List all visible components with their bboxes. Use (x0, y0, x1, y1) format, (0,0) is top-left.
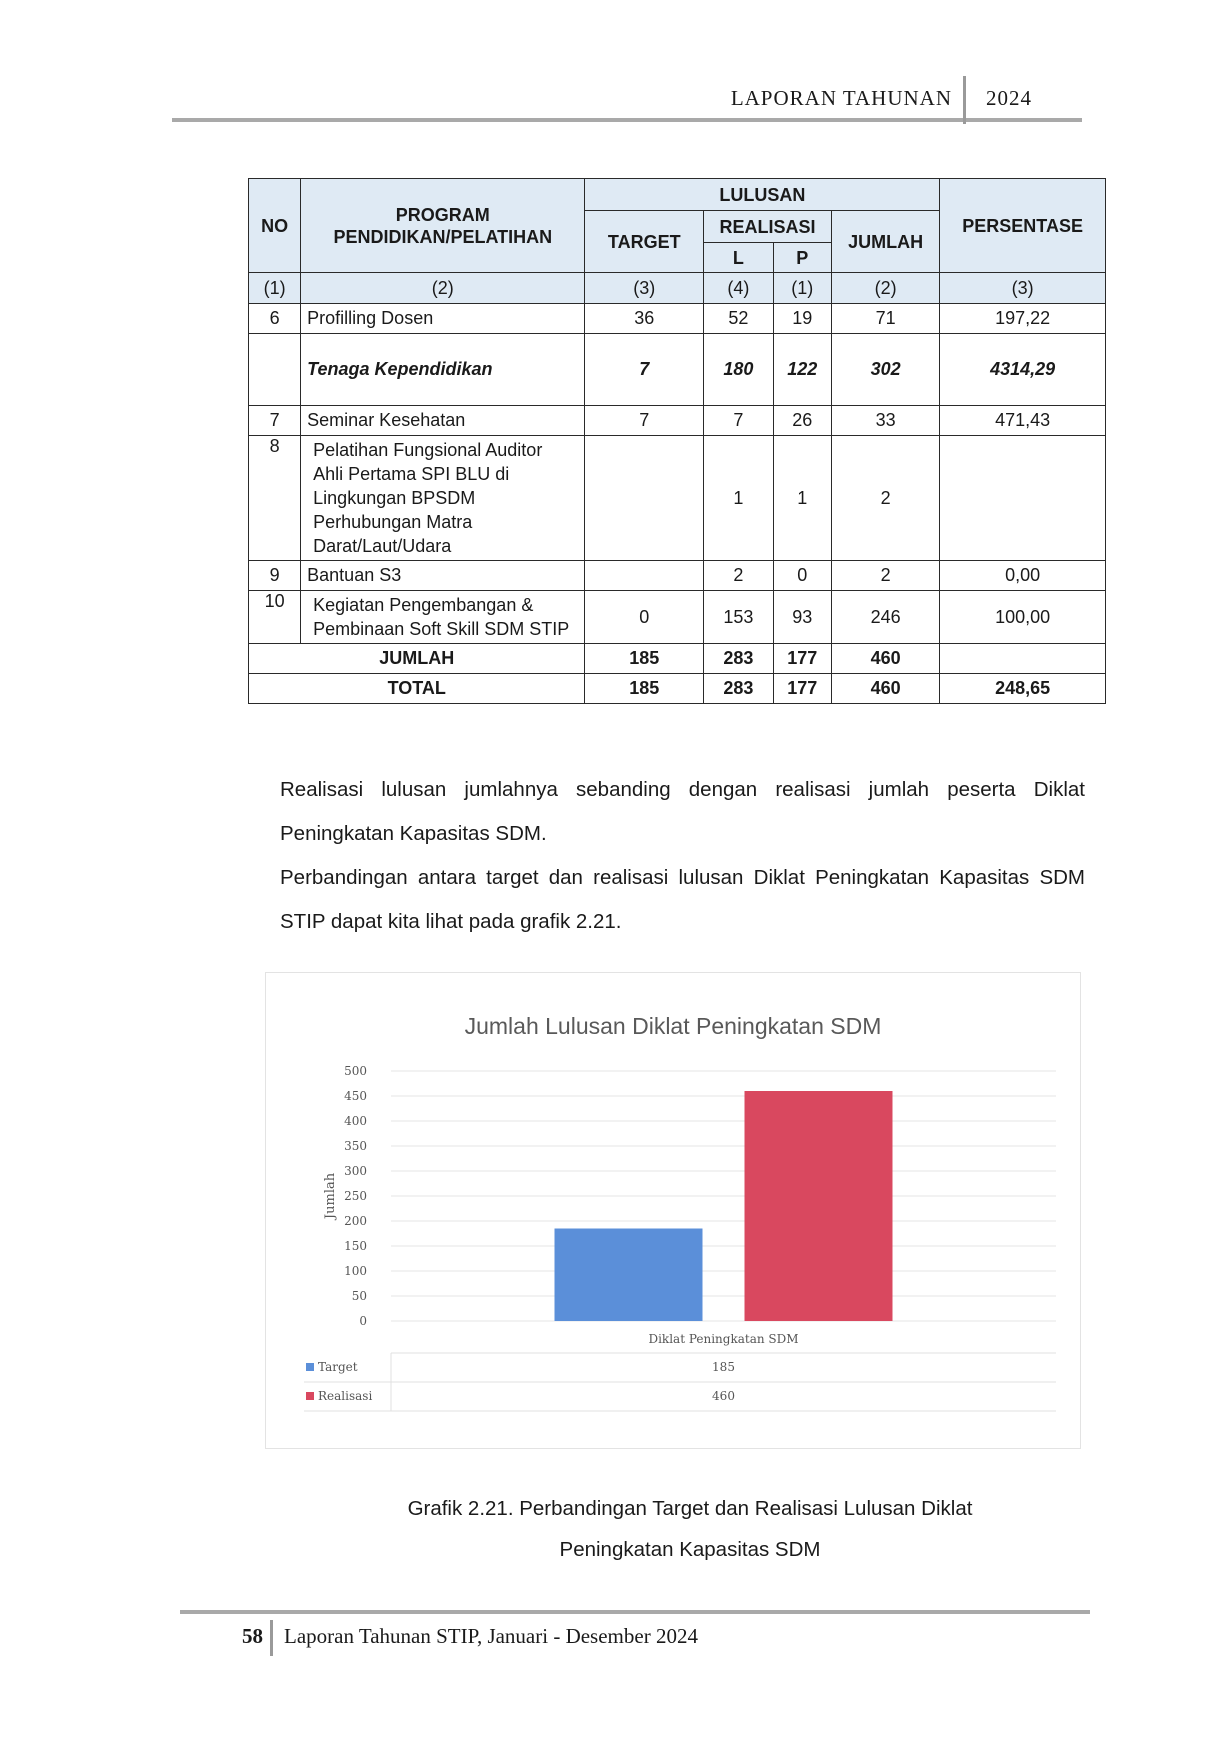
index-cell: (1) (249, 273, 301, 304)
index-cell: (2) (301, 273, 585, 304)
cell-p: 177 (773, 644, 831, 674)
header-divider (963, 76, 966, 124)
cell-p: 122 (773, 334, 831, 406)
col-lulusan: LULUSAN (585, 179, 940, 211)
bar-chart (266, 973, 1080, 1448)
cell-no: 7 (249, 406, 301, 436)
cell-jumlah: 460 (831, 674, 939, 704)
cell-p: 177 (773, 674, 831, 704)
jumlah-row (249, 644, 1106, 674)
cell-program: Bantuan S3 (301, 561, 585, 591)
total-label: TOTAL (249, 674, 585, 704)
col-program: PROGRAM PENDIDIKAN/PELATIHAN (301, 179, 585, 273)
index-cell: (3) (940, 273, 1106, 304)
cell-target: 7 (585, 334, 704, 406)
y-tick-label: 500 (344, 1064, 367, 1078)
bar-target (555, 1229, 703, 1322)
cell-persentase (940, 436, 1106, 561)
legend-swatch-target (306, 1363, 314, 1371)
cell-jumlah: 2 (831, 561, 939, 591)
index-cell: (1) (773, 273, 831, 304)
total-row (249, 674, 1106, 704)
cell-target: 0 (585, 591, 704, 644)
y-tick-label: 100 (344, 1264, 367, 1278)
cell-jumlah: 246 (831, 591, 939, 644)
index-cell: (4) (704, 273, 774, 304)
y-tick-label: 50 (351, 1289, 367, 1303)
cell-no: 9 (249, 561, 301, 591)
cell-persentase: 4314,29 (940, 334, 1106, 406)
footer-divider (270, 1620, 273, 1656)
jumlah-label: JUMLAH (249, 644, 585, 674)
table-row (249, 436, 1106, 561)
cell-l: 1 (704, 436, 774, 561)
table-row (249, 304, 1106, 334)
cell-no: 6 (249, 304, 301, 334)
col-persentase: PERSENTASE (940, 179, 1106, 273)
cell-persentase: 197,22 (940, 304, 1106, 334)
cell-l: 283 (704, 674, 774, 704)
index-cell: (3) (585, 273, 704, 304)
cell-p: 93 (773, 591, 831, 644)
legend-swatch-realisasi (306, 1392, 314, 1400)
cell-no: 10 (249, 591, 301, 644)
cell-no: 8 (249, 436, 301, 561)
col-no: NO (249, 179, 301, 273)
cell-target: 7 (585, 406, 704, 436)
col-l: L (704, 243, 774, 273)
y-tick-label: 300 (344, 1164, 367, 1178)
cell-jumlah: 71 (831, 304, 939, 334)
cell-persentase (940, 644, 1106, 674)
cell-program: Tenaga Kependidikan (301, 334, 585, 406)
cell-jumlah: 460 (831, 644, 939, 674)
data-table-value: 185 (712, 1360, 735, 1374)
footer-text: Laporan Tahunan STIP, Januari - Desember 2024 (284, 1624, 698, 1648)
cell-persentase: 471,43 (940, 406, 1106, 436)
cell-program: Kegiatan Pengembangan & Pembinaan Soft Skill SDM STIP (301, 591, 585, 644)
cell-no (249, 334, 301, 406)
cell-persentase: 0,00 (940, 561, 1106, 591)
report-title: LAPORAN TAHUNAN (730, 86, 952, 110)
y-tick-label: 200 (344, 1214, 367, 1228)
cell-p: 1 (773, 436, 831, 561)
report-year: 2024 (986, 86, 1032, 110)
cell-jumlah: 2 (831, 436, 939, 561)
y-tick-label: 150 (344, 1239, 367, 1253)
caption-line-1: Grafik 2.21. Perbandingan Target dan Realisasi Lulusan Diklat (407, 1497, 973, 1520)
y-tick-label: 450 (344, 1089, 367, 1103)
bar-realisasi (745, 1091, 893, 1321)
col-jumlah: JUMLAH (831, 211, 939, 273)
cell-l: 153 (704, 591, 774, 644)
y-tick-label: 0 (359, 1314, 367, 1328)
cell-program: Profilling Dosen (301, 304, 585, 334)
x-category-label: Diklat Peningkatan SDM (648, 1332, 799, 1346)
cell-l: 180 (704, 334, 774, 406)
table-row (249, 406, 1106, 436)
cell-p: 0 (773, 561, 831, 591)
legend-label-realisasi: Realisasi (318, 1389, 373, 1403)
cell-target (585, 561, 704, 591)
chart-container (265, 972, 1081, 1449)
cell-jumlah: 302 (831, 334, 939, 406)
page-footer (180, 1610, 1090, 1664)
cell-persentase: 100,00 (940, 591, 1106, 644)
y-tick-label: 400 (344, 1114, 367, 1128)
cell-p: 26 (773, 406, 831, 436)
figure-caption (300, 1488, 1080, 1570)
page-number: 58 (242, 1624, 263, 1648)
caption-line-2: Peningkatan Kapasitas SDM (559, 1538, 821, 1561)
y-tick-label: 250 (344, 1189, 367, 1203)
paragraph-1: Realisasi lulusan jumlahnya sebanding dengan realisasi jumlah peserta Diklat Peningkatan Kapasitas SDM. (280, 778, 1085, 845)
table-row-subtotal (249, 334, 1106, 406)
cell-l: 283 (704, 644, 774, 674)
cell-program: Seminar Kesehatan (301, 406, 585, 436)
col-p: P (773, 243, 831, 273)
data-table-value: 460 (712, 1389, 735, 1403)
chart-title: Jumlah Lulusan Diklat Peningkatan SDM (464, 1013, 882, 1039)
paragraph-2: Perbandingan antara target dan realisasi lulusan Diklat Peningkatan Kapasitas SDM STIP dapat kita lihat pada grafik 2.21. (280, 866, 1085, 933)
page-header (172, 72, 1082, 122)
graduates-table (248, 178, 1106, 704)
cell-l: 52 (704, 304, 774, 334)
table-row (249, 561, 1106, 591)
index-row (249, 273, 1106, 304)
index-cell: (2) (831, 273, 939, 304)
table-row (249, 591, 1106, 644)
cell-program: Pelatihan Fungsional Auditor Ahli Pertama SPI BLU di Lingkungan BPSDM Perhubungan Matra Darat/Laut/Udara (301, 436, 585, 561)
cell-target (585, 436, 704, 561)
y-tick-label: 350 (344, 1139, 367, 1153)
col-realisasi: REALISASI (704, 211, 832, 243)
cell-l: 7 (704, 406, 774, 436)
cell-jumlah: 33 (831, 406, 939, 436)
cell-target: 36 (585, 304, 704, 334)
legend-label-target: Target (318, 1360, 358, 1374)
cell-target: 185 (585, 674, 704, 704)
cell-p: 19 (773, 304, 831, 334)
cell-l: 2 (704, 561, 774, 591)
col-target: TARGET (585, 211, 704, 273)
cell-persentase: 248,65 (940, 674, 1106, 704)
y-axis-label: Jumlah (323, 1172, 338, 1220)
cell-target: 185 (585, 644, 704, 674)
